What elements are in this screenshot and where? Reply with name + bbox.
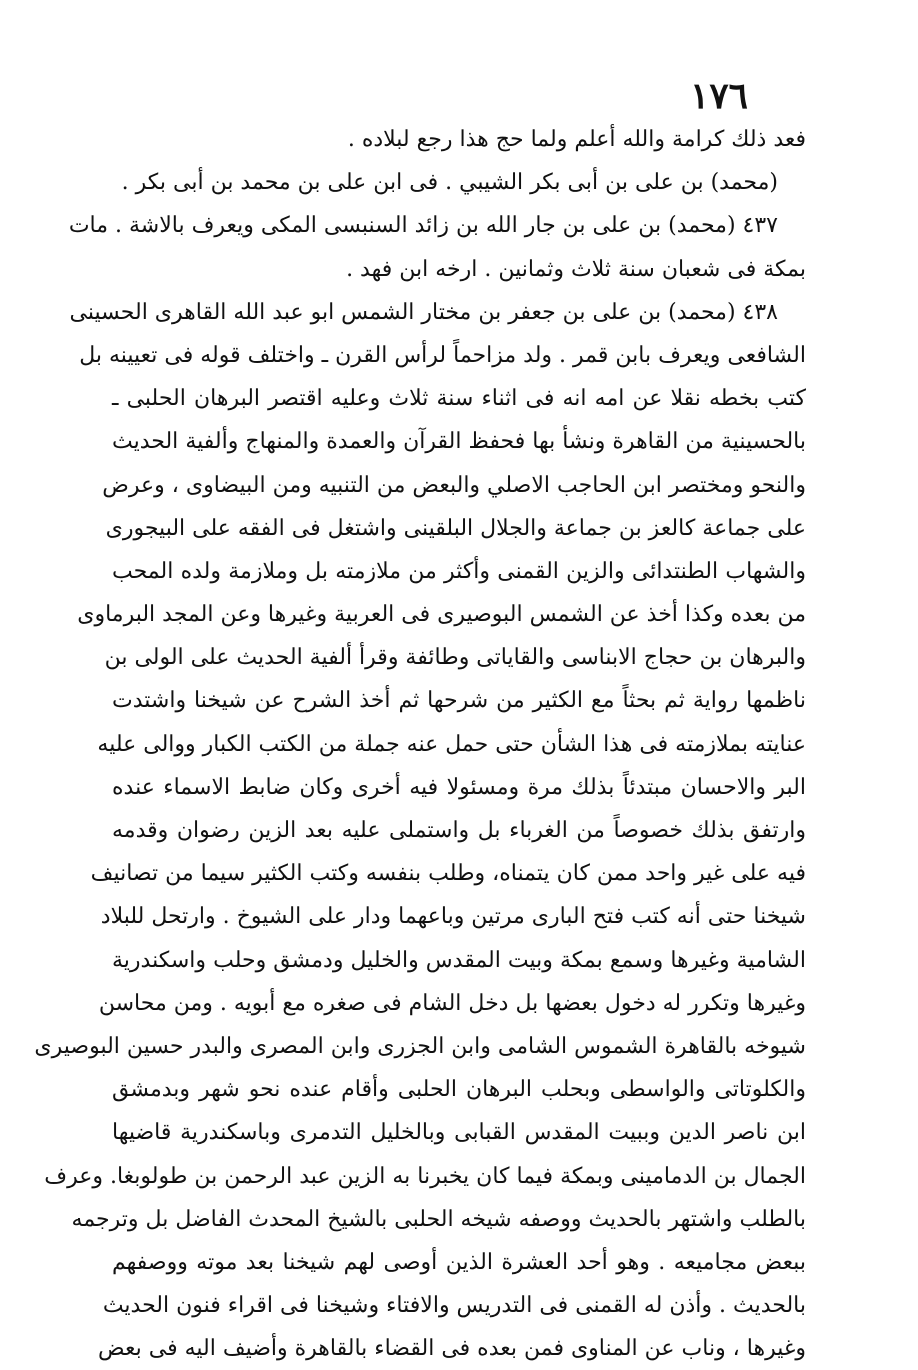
text-line: البر والاحسان مبتدئاً بذلك مرة ومسئولا فيه أخرى وكان ضابط الاسماء عنده bbox=[112, 774, 806, 800]
text-line: وغيرها ، وناب عن المناوى فمن بعده فى القضاء بالقاهرة وأضيف اليه فى بعض bbox=[98, 1336, 806, 1362]
text-line: والكلوتاتى والواسطى وبحلب البرهان الحلبى وأقام عنده نحو شهر وبدمشق bbox=[112, 1077, 806, 1103]
page-number: ١٧٦ bbox=[689, 75, 748, 117]
text-line: فيه على غير واحد ممن كان يتمناه، وطلب بنفسه وكتب الكثير سيما من تصانيف bbox=[90, 861, 806, 887]
text-line: بالحديث . وأذن له القمنى فى التدريس والافتاء وشيخنا فى اقراء فنون الحديث bbox=[102, 1293, 806, 1319]
text-line: وغيرها وتكرر له دخول بعضها بل دخل الشام فى صغره مع أبويه . ومن محاسن bbox=[98, 990, 806, 1016]
text-line: الجمال بن الدمامينى وبمكة فيما كان يخبرنا به الزين عبد الرحمن بن طولوبغا. وعرف bbox=[44, 1163, 806, 1189]
text-line: من بعده وكذا أخذ عن الشمس البوصيرى فى العربية وغيرها وعن المجد البرماوى bbox=[77, 602, 806, 628]
text-line: والبرهان بن حجاج الابناسى والقاياتى وطائفة وقرأ ألفية الحديث على الولى بن bbox=[104, 645, 806, 671]
text-line: بالحسينية من القاهرة ونشأ بها فحفظ القرآن والعمدة والمنهاج وألفية الحديث bbox=[112, 429, 806, 455]
text-line: ابن ناصر الدين وببيت المقدس القبابى وبالخليل التدمرى وباسكندرية قاضيها bbox=[112, 1120, 806, 1146]
text-line: بمكة فى شعبان سنة ثلاث وثمانين . ارخه ابن فهد . bbox=[346, 256, 806, 282]
text-line: والنحو ومختصر ابن الحاجب الاصلي والبعض من التنبيه ومن البيضاوى ، وعرض bbox=[102, 472, 806, 498]
text-line: (محمد) بن على بن أبى بكر الشيبي . فى ابن على بن محمد بن أبى بكر . bbox=[121, 170, 778, 196]
text-line: ٤٣٧ (محمد) بن على بن جار الله بن زائد السنبسى المكى ويعرف بالاشة . مات bbox=[68, 213, 778, 239]
text-line: فعد ذلك كرامة والله أعلم ولما حج هذا رجع لبلاده . bbox=[347, 127, 806, 152]
body-text bbox=[34, 118, 806, 1370]
text-line: على جماعة كالعز بن جماعة والجلال البلقينى واشتغل فى الفقه على البيجورى bbox=[105, 515, 806, 541]
text-line: ٤٣٨ (محمد) بن على بن جعفر بن مختار الشمس ابو عبد الله القاهرى الحسينى bbox=[69, 299, 778, 325]
text-line: والشهاب الطنتدائى والزين القمنى وأكثر من ملازمته بل وملازمة ولده المحب bbox=[112, 558, 806, 584]
text-line: الشامية وغيرها وسمع بمكة وبيت المقدس والخليل ودمشق وحلب واسكندرية bbox=[112, 947, 806, 973]
text-line: عنايته بملازمته فى هذا الشأن حتى حمل عنه جملة من الكتب الكبار ووالى عليه bbox=[97, 731, 806, 757]
text-line: وارتفق بذلك خصوصاً من الغرباء بل واستملى عليه بعد الزين رضوان وقدمه bbox=[112, 818, 806, 843]
text-line: كتب بخطه نقلا عن امه انه فى اثناء سنة ثلاث وعليه اقتصر البرهان الحلبى ـ bbox=[112, 386, 806, 412]
text-line: الشافعى ويعرف بابن قمر . ولد مزاحماً لرأس القرن ـ واختلف قوله فى تعيينه بل bbox=[79, 342, 806, 368]
text-line: شيخنا حتى أنه كتب فتح البارى مرتين وباعهما ودار على الشيوخ . وارتحل للبلاد bbox=[100, 904, 806, 930]
text-line: ناظمها رواية ثم بحثاً مع الكثير من شرحها ثم أخذ الشرح عن شيخنا واشتدت bbox=[112, 688, 806, 714]
text-line: ببعض مجاميعه . وهو أحد العشرة الذين أوصى لهم شيخنا بعد موته ووصفهم bbox=[112, 1249, 806, 1275]
text-line: شيوخه بالقاهرة الشموس الشامى وابن الجزرى وابن المصرى والبدر حسين البوصيرى bbox=[34, 1033, 806, 1059]
text-line: بالطلب واشتهر بالحديث ووصفه شيخه الحلبى بالشيخ المحدث الفاضل بل وترجمه bbox=[71, 1206, 806, 1232]
